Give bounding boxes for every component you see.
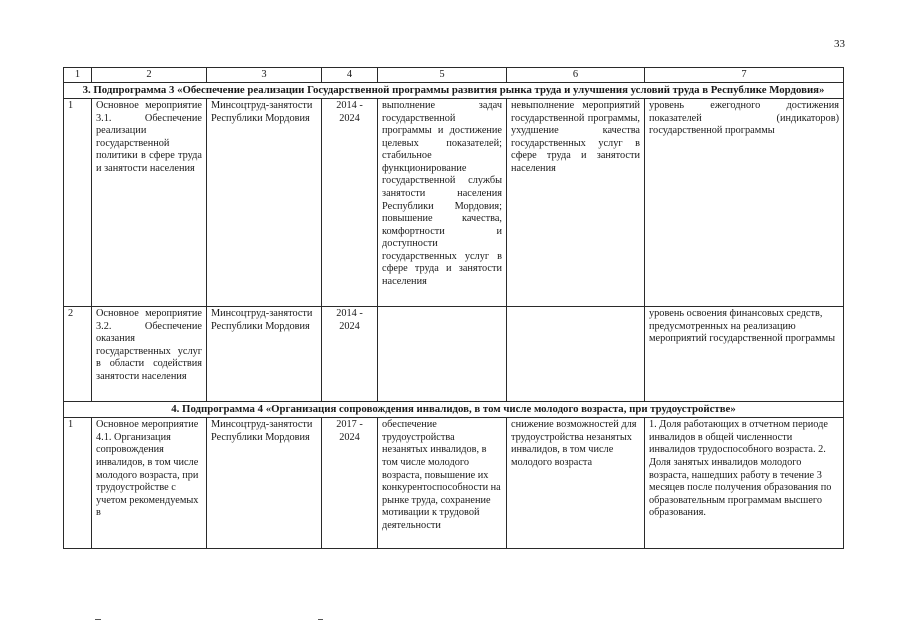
expected-result: обеспечение трудоустройства незанятых инвалидов, в том числе молодого возраста, повышение их конкурентоспособности на рынке труда, сохранение мотивации к трудовой деятельности (378, 418, 507, 549)
consequences: невыполнение мероприятий государственной программы, ухудшение качества государственных услуг в сфере труда и занятости населения (507, 99, 645, 307)
consequences (507, 307, 645, 402)
table-row (64, 418, 844, 549)
column-number: 1 (64, 68, 92, 83)
row-number: 1 (64, 99, 92, 307)
indicator: уровень освоения финансовых средств, предусмотренных на реализацию мероприятий государственной программы (645, 307, 844, 402)
measure-name: Основное мероприятие 3.2. Обеспечение оказания государственных услуг в области содействия занятости населения (92, 307, 207, 402)
indicator: 1. Доля работающих в отчетном периоде инвалидов в общей численности инвалидов трудоспособного возраста. 2. Доля занятых инвалидов молодого возраста, нашедших работу в течение 3 месяцев после получения образования по образовательным программам высшего образования. (645, 418, 844, 549)
period: 2014 - 2024 (322, 307, 378, 402)
section-title: 4. Подпрограмма 4 «Организация сопровождения инвалидов, в том числе молодого возраста, при трудоустройстве» (64, 402, 844, 418)
page-number: 33 (834, 38, 845, 50)
column-number: 4 (322, 68, 378, 83)
period: 2014 - 2024 (322, 99, 378, 307)
table-row (64, 307, 844, 402)
scan-mark (318, 619, 323, 620)
measure-name: Основное мероприятие 4.1. Организация сопровождения инвалидов, в том числе молодого возраста, при трудоустройстве с учетом рекомендуемых в (92, 418, 207, 549)
section-heading-row (64, 402, 844, 418)
section-heading-row (64, 83, 844, 99)
column-number: 3 (207, 68, 322, 83)
consequences: снижение возможностей для трудоустройства незанятых инвалидов, в том числе молодого возраста (507, 418, 645, 549)
column-number-row (64, 68, 844, 83)
executor: Минсоцтруд-занятости Республики Мордовия (207, 307, 322, 402)
section-title: 3. Подпрограмма 3 «Обеспечение реализации Государственной программы развития рынка труда и улучшения условий труда в Республике Мордовия» (64, 83, 844, 99)
period: 2017 - 2024 (322, 418, 378, 549)
column-number: 5 (378, 68, 507, 83)
column-number: 6 (507, 68, 645, 83)
expected-result: выполнение задач государственной программы и достижение целевых показателей; стабильное функционирование государственной службы занятости населения Республики Мордовия; повышение качества, комфортности и доступности государственных услуг в сфере труда и занятости населения (378, 99, 507, 307)
scan-mark (95, 619, 101, 620)
table-row (64, 99, 844, 307)
indicator: уровень ежегодного достижения показателей (индикаторов) государственной программы (645, 99, 844, 307)
executor: Минсоцтруд-занятости Республики Мордовия (207, 99, 322, 307)
row-number: 2 (64, 307, 92, 402)
measures-table (63, 67, 844, 549)
executor: Минсоцтруд-занятости Республики Мордовия (207, 418, 322, 549)
measure-name: Основное мероприятие 3.1. Обеспечение реализации государственной политики в сфере труда и занятости населения (92, 99, 207, 307)
column-number: 2 (92, 68, 207, 83)
expected-result (378, 307, 507, 402)
row-number: 1 (64, 418, 92, 549)
column-number: 7 (645, 68, 844, 83)
